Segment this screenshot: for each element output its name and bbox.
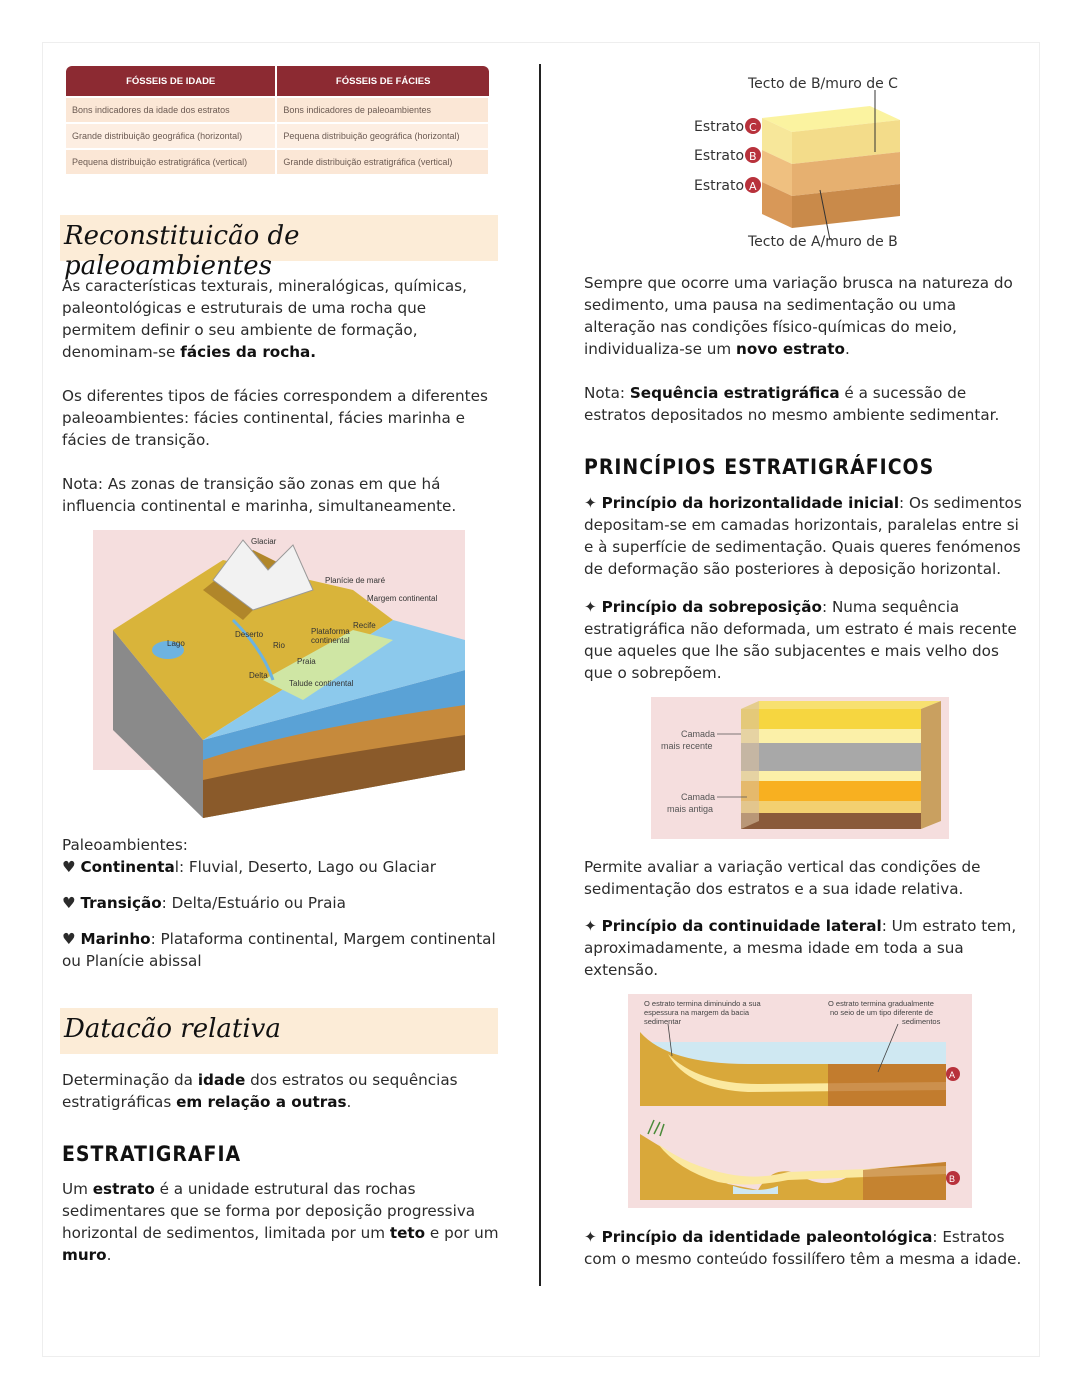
diagram-label: mais recente: [661, 741, 713, 751]
diagram-label: Lago: [167, 639, 185, 648]
diagram-label: no seio de um tipo diferente de: [830, 1008, 933, 1017]
section-heading-band: [60, 215, 498, 281]
diagram-label: O estrato termina diminuindo a sua: [644, 999, 761, 1008]
table-cell: Bons indicadores da idade dos estratos: [66, 97, 276, 123]
table-cell: Pequena distribuição geográfica (horizontal): [276, 123, 489, 149]
principle-superposition: ✦ Princípio da sobreposição: Numa sequência estratigráfica não deformada, um estrato é mais recente que aqueles que lhe são subjacentes e mais velho dos que o sobrepõem.: [584, 598, 1017, 682]
diagram-label: B: [949, 1174, 956, 1184]
diagram-label: Delta: [249, 671, 268, 680]
diagram-label: mais antiga: [667, 804, 714, 814]
table-row: [66, 97, 489, 123]
diagram-label: sedimentar: [644, 1017, 682, 1026]
list-item: ♥ Marinho: Plataforma continental, Margem continental ou Planície abissal: [62, 930, 496, 970]
diagram-label: Deserto: [235, 630, 264, 639]
heart-icon: ♥: [62, 894, 76, 912]
estrato-paragraph: Um estrato é a unidade estrutural das rochas sedimentares que se forma por deposição progressiva horizontal de sedimentos, limitada por um teto e por um muro.: [62, 1180, 499, 1264]
principle-paleontological-identity: ✦ Princípio da identidade paleontológica: Estratos com o mesmo conteúdo fossilífero têm a mesma a idade.: [584, 1228, 1022, 1268]
strata-block-diagram: [690, 70, 930, 252]
facies-types-paragraph: Os diferentes tipos de fácies correspondem a diferentes paleoambientes: fácies continental, fácies marinha e fácies de transição.: [62, 387, 488, 449]
subheading-estratigrafia: ESTRATIGRAFIA: [62, 1142, 242, 1166]
table-cell: Pequena distribuição estratigráfica (vertical): [66, 149, 276, 174]
diagram-label: Margem continental: [367, 594, 438, 603]
lateral-continuity-diagram: [628, 994, 972, 1208]
diagram-label: Tecto de B/muro de C: [748, 76, 898, 92]
diagram-label: Tecto de A/muro de B: [748, 234, 898, 250]
diagram-label: Camada: [681, 792, 716, 802]
table-header: FÓSSEIS DE FÁCIES: [276, 66, 489, 97]
diagram-label: C: [749, 121, 757, 134]
transition-note: Nota: As zonas de transição são zonas em que há influencia continental e marinha, simultaneamente.: [62, 475, 457, 515]
fossils-table: [66, 66, 490, 174]
diagram-label: Estrato: [694, 148, 745, 164]
four-point-star-icon: ✦: [584, 917, 597, 935]
heart-icon: ♥: [62, 858, 76, 876]
diagram-label: espessura na margem da bacia: [644, 1008, 750, 1017]
table-row: [66, 123, 489, 149]
table-row: [66, 149, 489, 174]
four-point-star-icon: ✦: [584, 598, 597, 616]
diagram-label: Talude continental: [289, 679, 354, 688]
diagram-label: Camada: [681, 729, 716, 739]
table-header: FÓSSEIS DE IDADE: [66, 66, 276, 97]
sequence-note: Nota: Sequência estratigráfica é a sucessão de estratos depositados no mesmo ambiente sedimentar.: [584, 384, 1000, 424]
diagram-label: Planície de maré: [325, 576, 386, 585]
relative-dating-paragraph: Determinação da idade dos estratos ou sequências estratigráficas em relação a outras.: [62, 1071, 458, 1111]
diagram-label: Glaciar: [251, 537, 277, 546]
column-divider: [539, 64, 541, 1286]
superposition-diagram: [651, 697, 949, 839]
diagram-label: A: [749, 180, 757, 193]
paleoenvironment-diagram: [93, 530, 465, 818]
diagram-label: A: [949, 1070, 956, 1080]
heart-icon: ♥: [62, 930, 76, 948]
list-item: ♥ Continental: Fluvial, Deserto, Lago ou Glaciar: [62, 858, 437, 876]
diagram-label: B: [749, 150, 757, 163]
section-heading-band: [60, 1008, 498, 1054]
diagram-label: Rio: [273, 641, 286, 650]
section-heading: Datacão relativa: [64, 1014, 281, 1044]
diagram-label: O estrato termina gradualmente: [828, 999, 934, 1008]
diagram-label: sedimentos: [902, 1017, 941, 1026]
table-cell: Grande distribuição estratigráfica (vertical): [276, 149, 489, 174]
diagram-label: Estrato: [694, 178, 745, 194]
new-strata-paragraph: Sempre que ocorre uma variação brusca na natureza do sedimento, uma pausa na sedimentação ou uma alteração nas condições físico-químicas do meio, individualiza-se um novo estrato.: [584, 274, 1013, 358]
table-cell: Bons indicadores de paleoambientes: [276, 97, 489, 123]
table-cell: Grande distribuição geográfica (horizontal): [66, 123, 276, 149]
diagram-label: Estrato: [694, 119, 745, 135]
subheading-principios: PRINCÍPIOS ESTRATIGRÁFICOS: [584, 455, 935, 479]
diagram-label: continental: [311, 636, 350, 645]
superposition-note: Permite avaliar a variação vertical das condições de sedimentação dos estratos e a sua idade relativa.: [584, 858, 981, 898]
diagram-label: Praia: [297, 657, 316, 666]
facies-paragraph: As características texturais, mineralógicas, químicas, paleontológicas e estruturais de uma rocha que permitem definir o seu ambiente de formação, denominam-se fácies da rocha.: [62, 277, 467, 361]
principle-lateral-continuity: ✦ Princípio da continuidade lateral: Um estrato tem, aproximadamente, a mesma idade em toda a sua extensão.: [584, 917, 1017, 979]
section-heading: Reconstituicão de paleoambientes: [64, 221, 300, 281]
paleo-list: [62, 834, 502, 972]
paleo-title: Paleoambientes:: [62, 836, 188, 854]
principle-horizontality: ✦ Princípio da horizontalidade inicial: Os sedimentos depositam-se em camadas horizontais, paralelas entre si e à superfície de sedimentação. Quais queres fenómenos de deformação são posteriores à deposição horizontal.: [584, 494, 1022, 578]
diagram-label: Recife: [353, 621, 376, 630]
diagram-label: Plataforma: [311, 627, 350, 636]
four-point-star-icon: ✦: [584, 1228, 597, 1246]
four-point-star-icon: ✦: [584, 494, 597, 512]
list-item: ♥ Transição: Delta/Estuário ou Praia: [62, 894, 346, 912]
